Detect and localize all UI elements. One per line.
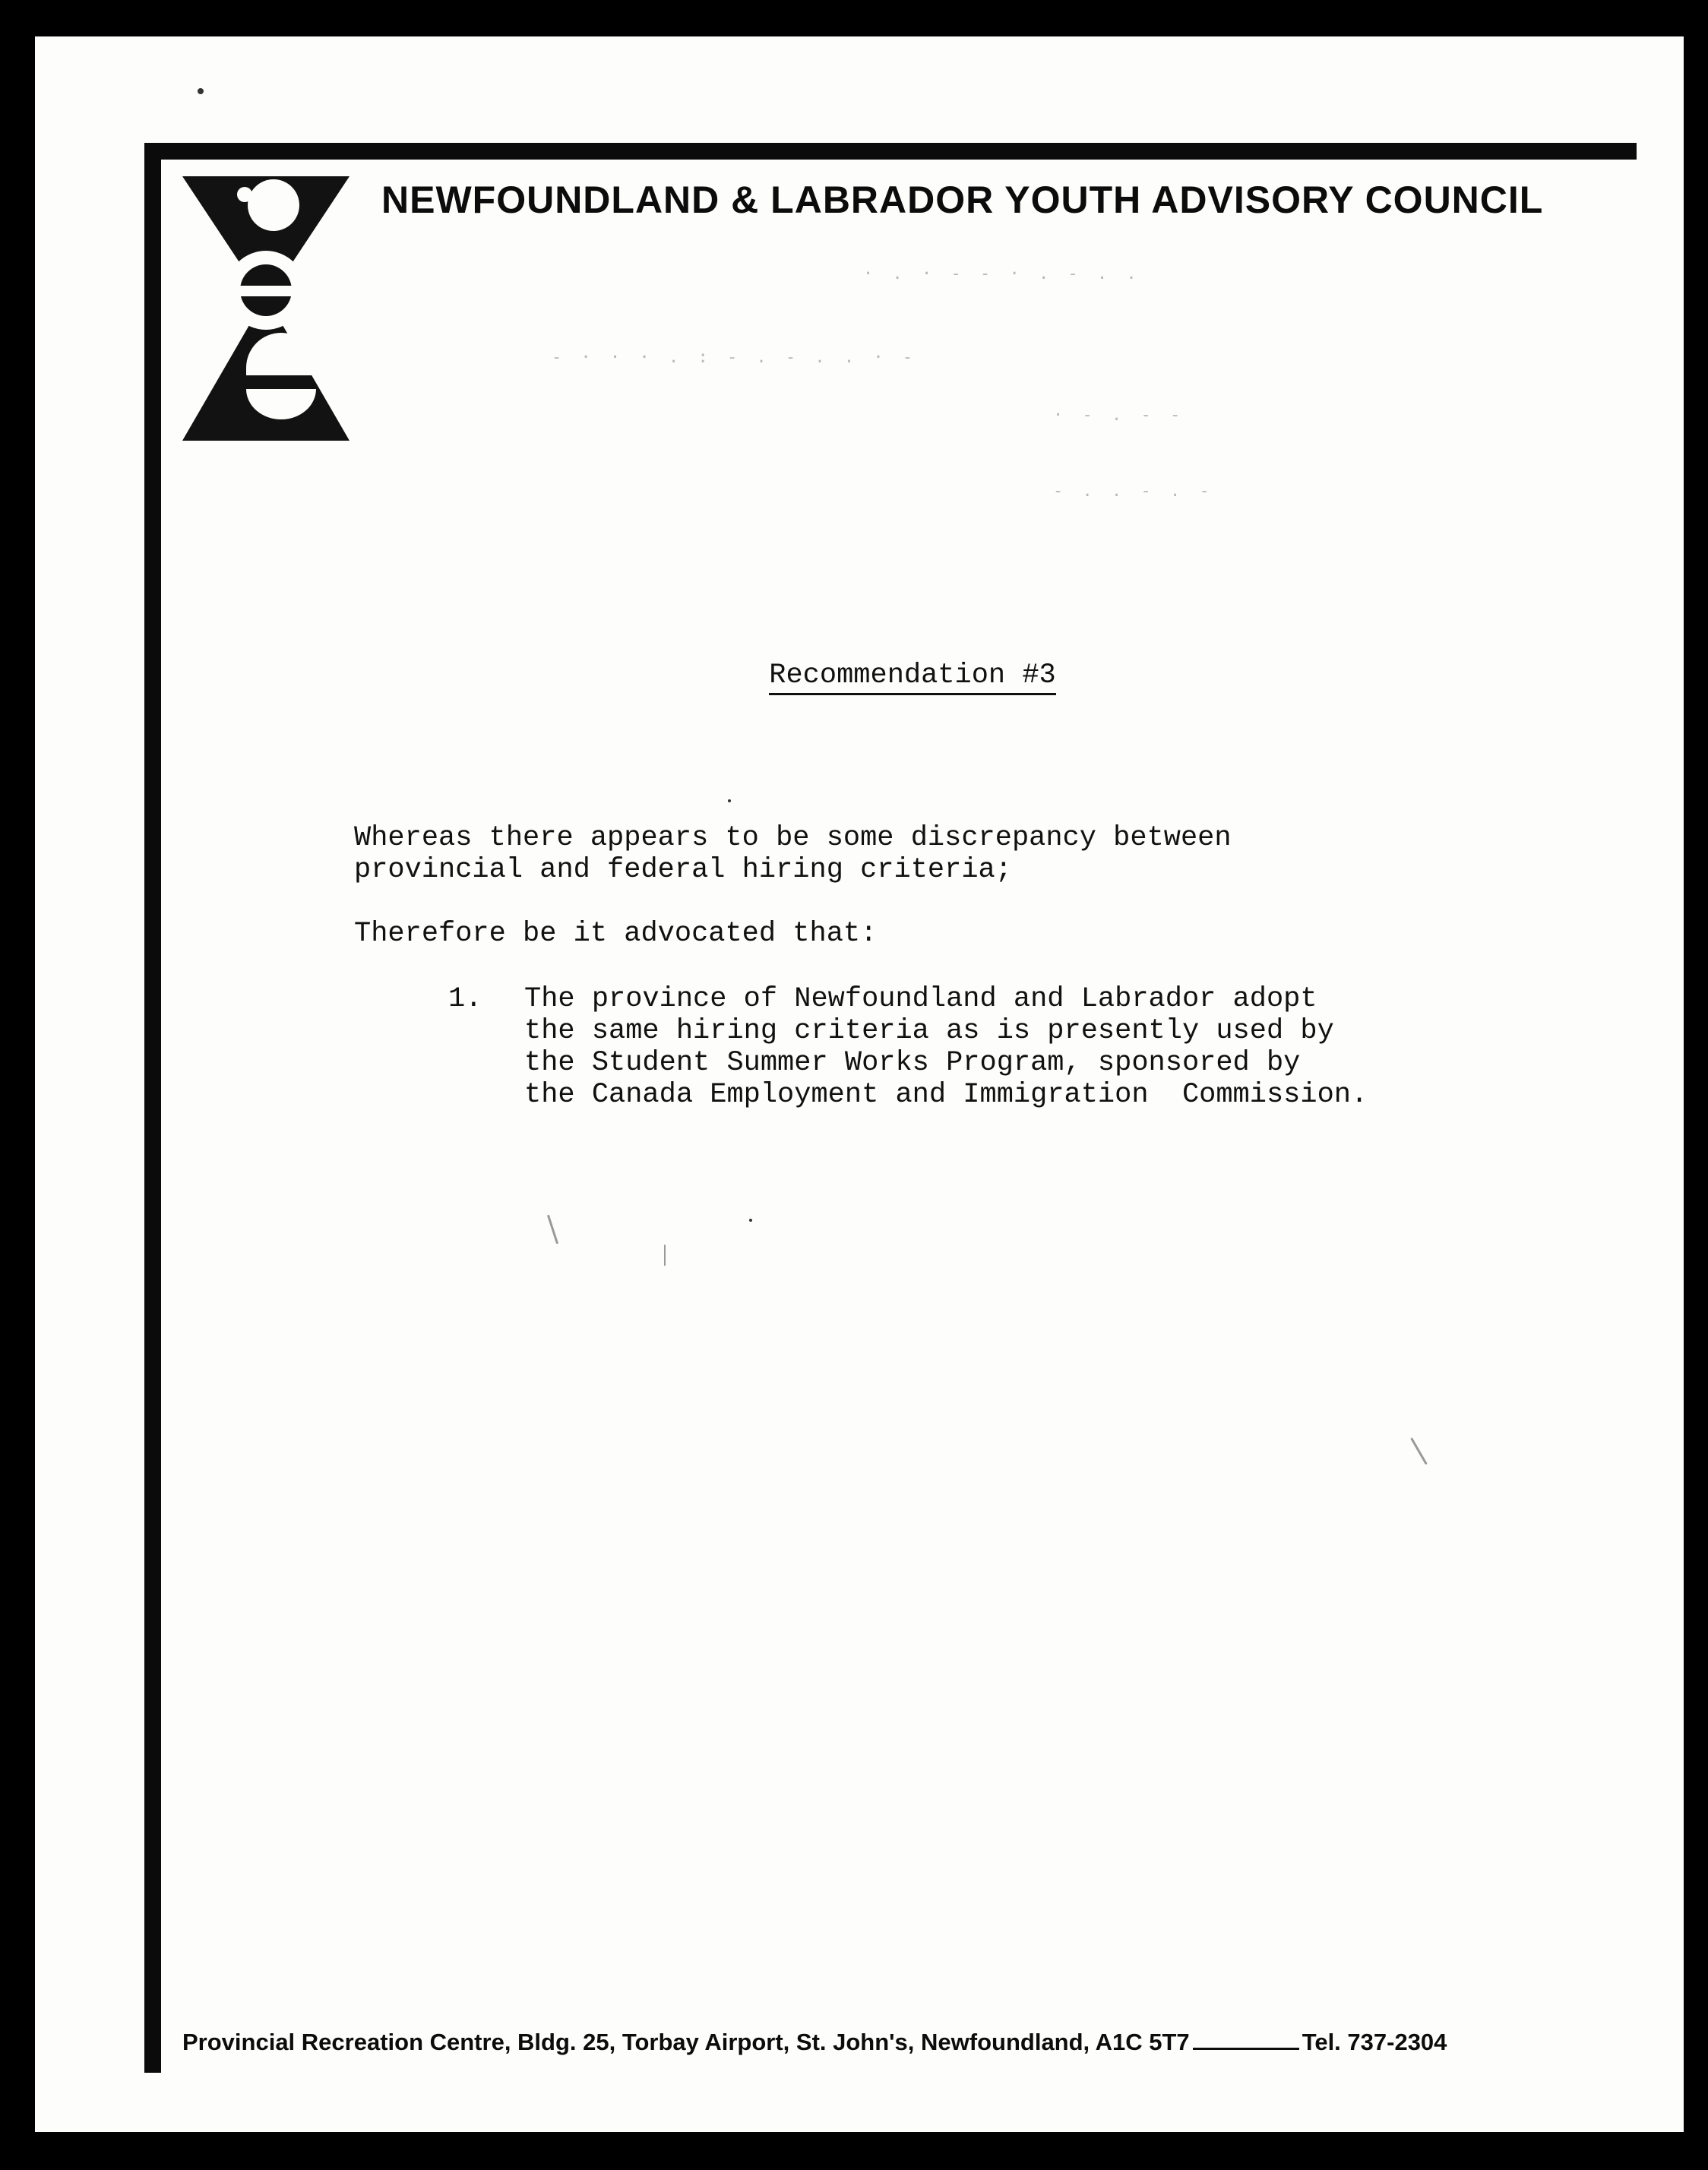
whereas-line-2: provincial and federal hiring criteria; bbox=[354, 854, 1012, 886]
organization-name: NEWFOUNDLAND & LABRADOR YOUTH ADVISORY COUNCIL bbox=[381, 179, 1544, 221]
item-line-3: the Student Summer Works Program, sponsored by bbox=[524, 1047, 1301, 1079]
list-item bbox=[524, 983, 1368, 1111]
footer-contact bbox=[182, 2029, 1447, 2056]
recommendation-title-text: Recommendation #3 bbox=[769, 660, 1055, 695]
letterhead-top-bar bbox=[144, 143, 1637, 160]
footer-rule bbox=[1193, 2048, 1299, 2050]
letterhead-left-bar bbox=[144, 143, 161, 2073]
council-logo bbox=[182, 169, 350, 445]
item-line-1: The province of Newfoundland and Labrador adopt bbox=[524, 983, 1317, 1015]
item-line-4: the Canada Employment and Immigration Commission. bbox=[524, 1079, 1368, 1111]
footer-phone: Tel. 737-2304 bbox=[1302, 2029, 1447, 2055]
item-line-2: the same hiring criteria as is presently used by bbox=[524, 1015, 1334, 1047]
document-page: NEWFOUNDLAND & LABRADOR YOUTH ADVISORY COUNCIL · . · - - · . - . . - · · · . : - . - . . · - · - . - - - . . - . - Recommendation #3 Whereas there appears to be some discrepancy between provincial and federal hiring criteria; Therefore be it advocated that: 1. The province of Newfoundland and Labrador adopt the same hiring criteria as is presently used by the Student Summer Works Program, sponsored by the Canada Employment and Immigration Commission. Provincial Recreation Centre, Bldg. 25, Torbay Airport, St. John's, Newfoundland, A1C 5T7 Tel. 737-2304 bbox=[35, 36, 1684, 2132]
recommendation-title bbox=[35, 660, 1684, 691]
item-number: 1. bbox=[448, 983, 482, 1015]
footer-address: Provincial Recreation Centre, Bldg. 25, Torbay Airport, St. John's, Newfoundland, A1C 5T7 bbox=[182, 2029, 1190, 2055]
therefore-paragraph: Therefore be it advocated that: bbox=[354, 918, 878, 950]
whereas-paragraph bbox=[354, 822, 1232, 886]
whereas-line-1: Whereas there appears to be some discrepancy between bbox=[354, 822, 1232, 854]
